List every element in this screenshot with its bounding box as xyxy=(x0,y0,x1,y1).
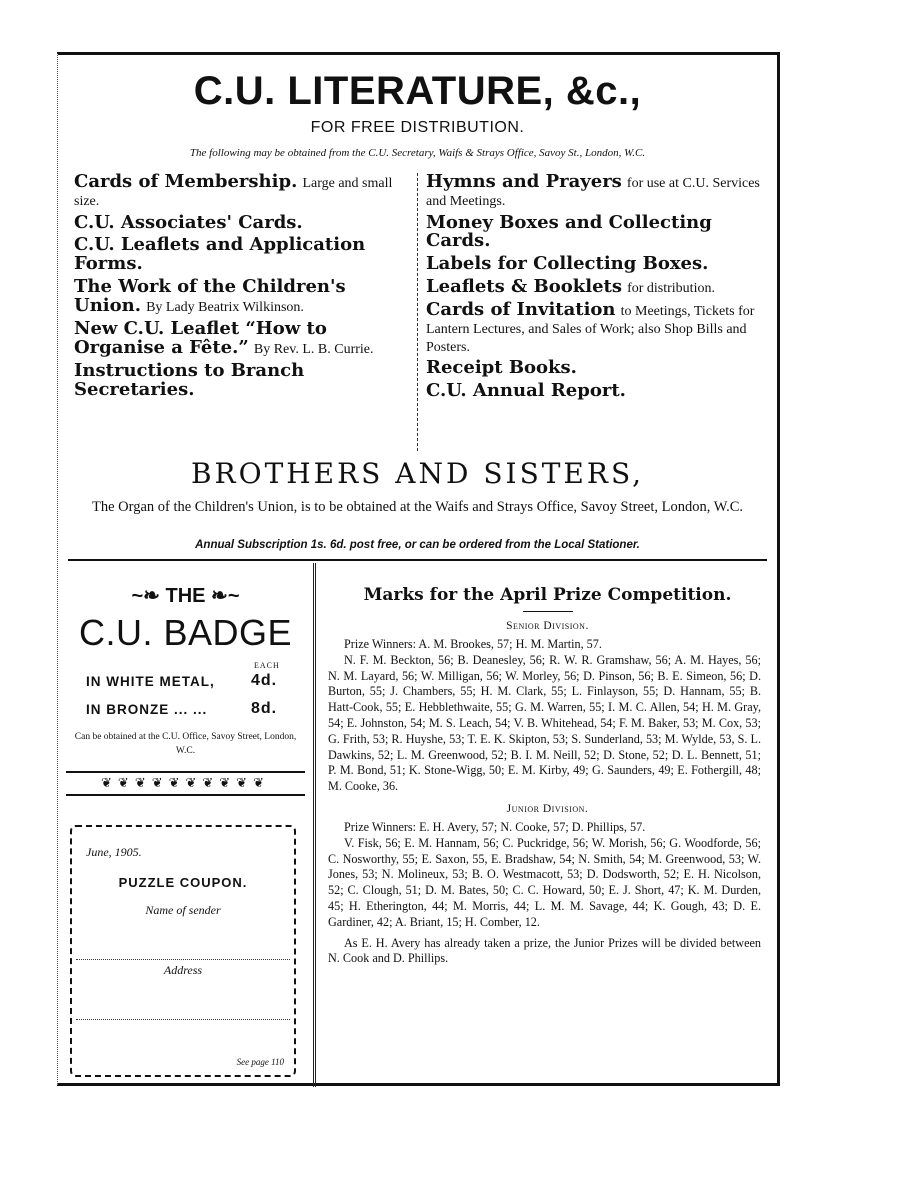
senior-division-heading: Senior Division. xyxy=(506,620,589,632)
coupon-see-page: See page 110 xyxy=(236,1057,284,1067)
coupon-name-line xyxy=(76,959,290,960)
brothers-sisters-title: BROTHERS AND SISTERS, xyxy=(190,457,645,490)
badge-the: ~❧ THE ❧~ xyxy=(131,585,240,607)
literature-item: C.U. Annual Report. xyxy=(426,380,626,402)
senior-winners: Prize Winners: A. M. Brookes, 57; H. M. Martin, 57. xyxy=(344,637,602,651)
badge-panel xyxy=(58,563,316,1087)
literature-subtitle: FOR FREE DISTRIBUTION. xyxy=(310,119,525,136)
literature-item: The Work of the Children's Union. By Lady Beatrix Wilkinson. xyxy=(74,276,346,317)
literature-item: C.U. Leaflets and Application Forms. xyxy=(74,234,366,275)
page-frame xyxy=(57,52,780,1086)
badge-note: Can be obtained at the C.U. Office, Savoy Street, London, W.C. xyxy=(74,732,297,757)
literature-right-column xyxy=(426,173,761,405)
price-white-metal: IN WHITE METAL, EACH 4d. xyxy=(86,661,280,689)
column-divider xyxy=(417,173,418,451)
brothers-sisters-text: The Organ of the Children's Union, is to be obtained at the Waifs and Strays Office, Savoy Street, London, W.C. xyxy=(91,499,744,515)
literature-intro: The following may be obtained from the C.U. Secretary, Waifs & Strays Office, Savoy St., London, W.C. xyxy=(189,147,646,159)
short-rule xyxy=(523,611,573,612)
literature-title: C.U. LITERATURE, &c., xyxy=(193,69,642,113)
literature-item: Cards of Invitation to Meetings, Tickets for Lantern Lectures, and Sales of Work; also Shop Bills and Posters. xyxy=(426,299,755,355)
puzzle-coupon xyxy=(70,825,296,1077)
junior-list: V. Fisk, 56; E. M. Hannam, 56; C. Puckridge, 56; W. Morish, 56; G. Woodforde, 56; C. Nosworthy, 55; E. Saxon, 55, E. Bradshaw, 54; N. Smith, 54; M. Greenwood, 53; W. Jones, 53; N. Molineux, 53; B. O. Westmacott, 53; D. Dodsworth, 52; E. H. Nicolson, 52; C. Clough, 51; D. M. Bates, 50; C. C. Howard, 50; E. J. Short, 47; K. M. Durden, 45; H. Etherington, 44; M. Morris, 44; L. M. M. Savage, 44; K. Gough, 43; D. E. Gardiner, 42; A. Briant, 15; H. Comber, 12. xyxy=(328,835,761,929)
junior-winners: Prize Winners: E. H. Avery, 57; N. Cooke, 57; D. Phillips, 57. xyxy=(344,819,646,834)
literature-item: Receipt Books. xyxy=(426,357,577,379)
coupon-date: June, 1905. xyxy=(86,845,142,859)
coupon-name-label: Name of sender xyxy=(145,903,221,917)
coupon-address-label: Address xyxy=(163,963,203,977)
literature-item: Cards of Membership. Large and small size. xyxy=(74,171,393,209)
badge-title: C.U. BADGE xyxy=(78,612,293,653)
literature-left-column xyxy=(74,173,409,404)
price-bronze: IN BRONZE ... ... 8d. xyxy=(86,700,278,717)
literature-list xyxy=(74,173,764,453)
literature-item: Leaflets & Booklets for distribution. xyxy=(426,276,715,298)
junior-note: As E. H. Avery has already taken a prize, the Junior Prizes will be divided between N. Cook and D. Phillips. xyxy=(328,935,761,966)
senior-list: N. F. M. Beckton, 56; B. Deanesley, 56; R. W. R. Gramshaw, 56; A. M. Hayes, 56; N. M. Layard, 56; W. Milligan, 56; W. Morley, 56; D. Pinson, 56; B. E. Simeon, 56; D. Burton, 55; J. Chambers, 55; H. M. Clark, 55; L. Finlayson, 55; D. Hannam, 55; B. Hatt-Cook, 55; E. Hebblethwaite, 55; G. M. Warren, 55; I. M. C. Allen, 54; H. M. Gray, 54; E. Johnston, 54; M. S. Leach, 54; V. B. Whitehead, 54; F. M. Baker, 53; M. Cox, 53; G. Frith, 53; R. Huyshe, 53; T. E. K. Skipton, 53; S. Sunderland, 53; M. Wylde, 53, S. L. Dawkins, 52; L. M. Greenwood, 52; B. I. M. Neill, 52; D. Stone, 52; D. L. Bennett, 51; P. M. Bond, 51; K. Stone-Wigg, 50; E. M. Kirby, 49; G. Saunders, 49; E. Fothergill, 48; M. Cooke, 36. xyxy=(328,652,761,794)
literature-item: C.U. Associates' Cards. xyxy=(74,211,303,233)
literature-item: Hymns and Prayers for use at C.U. Services and Meetings. xyxy=(426,171,760,209)
section-divider xyxy=(68,559,767,561)
literature-item: New C.U. Leaflet “How to Organise a Fête.” By Rev. L. B. Currie. xyxy=(74,318,374,358)
coupon-title: PUZZLE COUPON. xyxy=(118,875,248,890)
brothers-sisters-subscription: Annual Subscription 1s. 6d. post free, or can be ordered from the Local Stationer. xyxy=(195,539,640,551)
marks-panel xyxy=(320,563,775,1087)
literature-item: Labels for Collecting Boxes. xyxy=(426,253,709,275)
literature-item: Instructions to Branch Secretaries. xyxy=(74,359,305,400)
coupon-address-line xyxy=(76,1019,290,1020)
ornament-border: ❦❦❦❦❦❦❦❦❦❦ xyxy=(66,771,305,796)
junior-division-heading: Junior Division. xyxy=(506,802,589,815)
marks-title: Marks for the April Prize Competition. xyxy=(363,585,732,605)
literature-item: Money Boxes and Collecting Cards. xyxy=(426,211,712,252)
